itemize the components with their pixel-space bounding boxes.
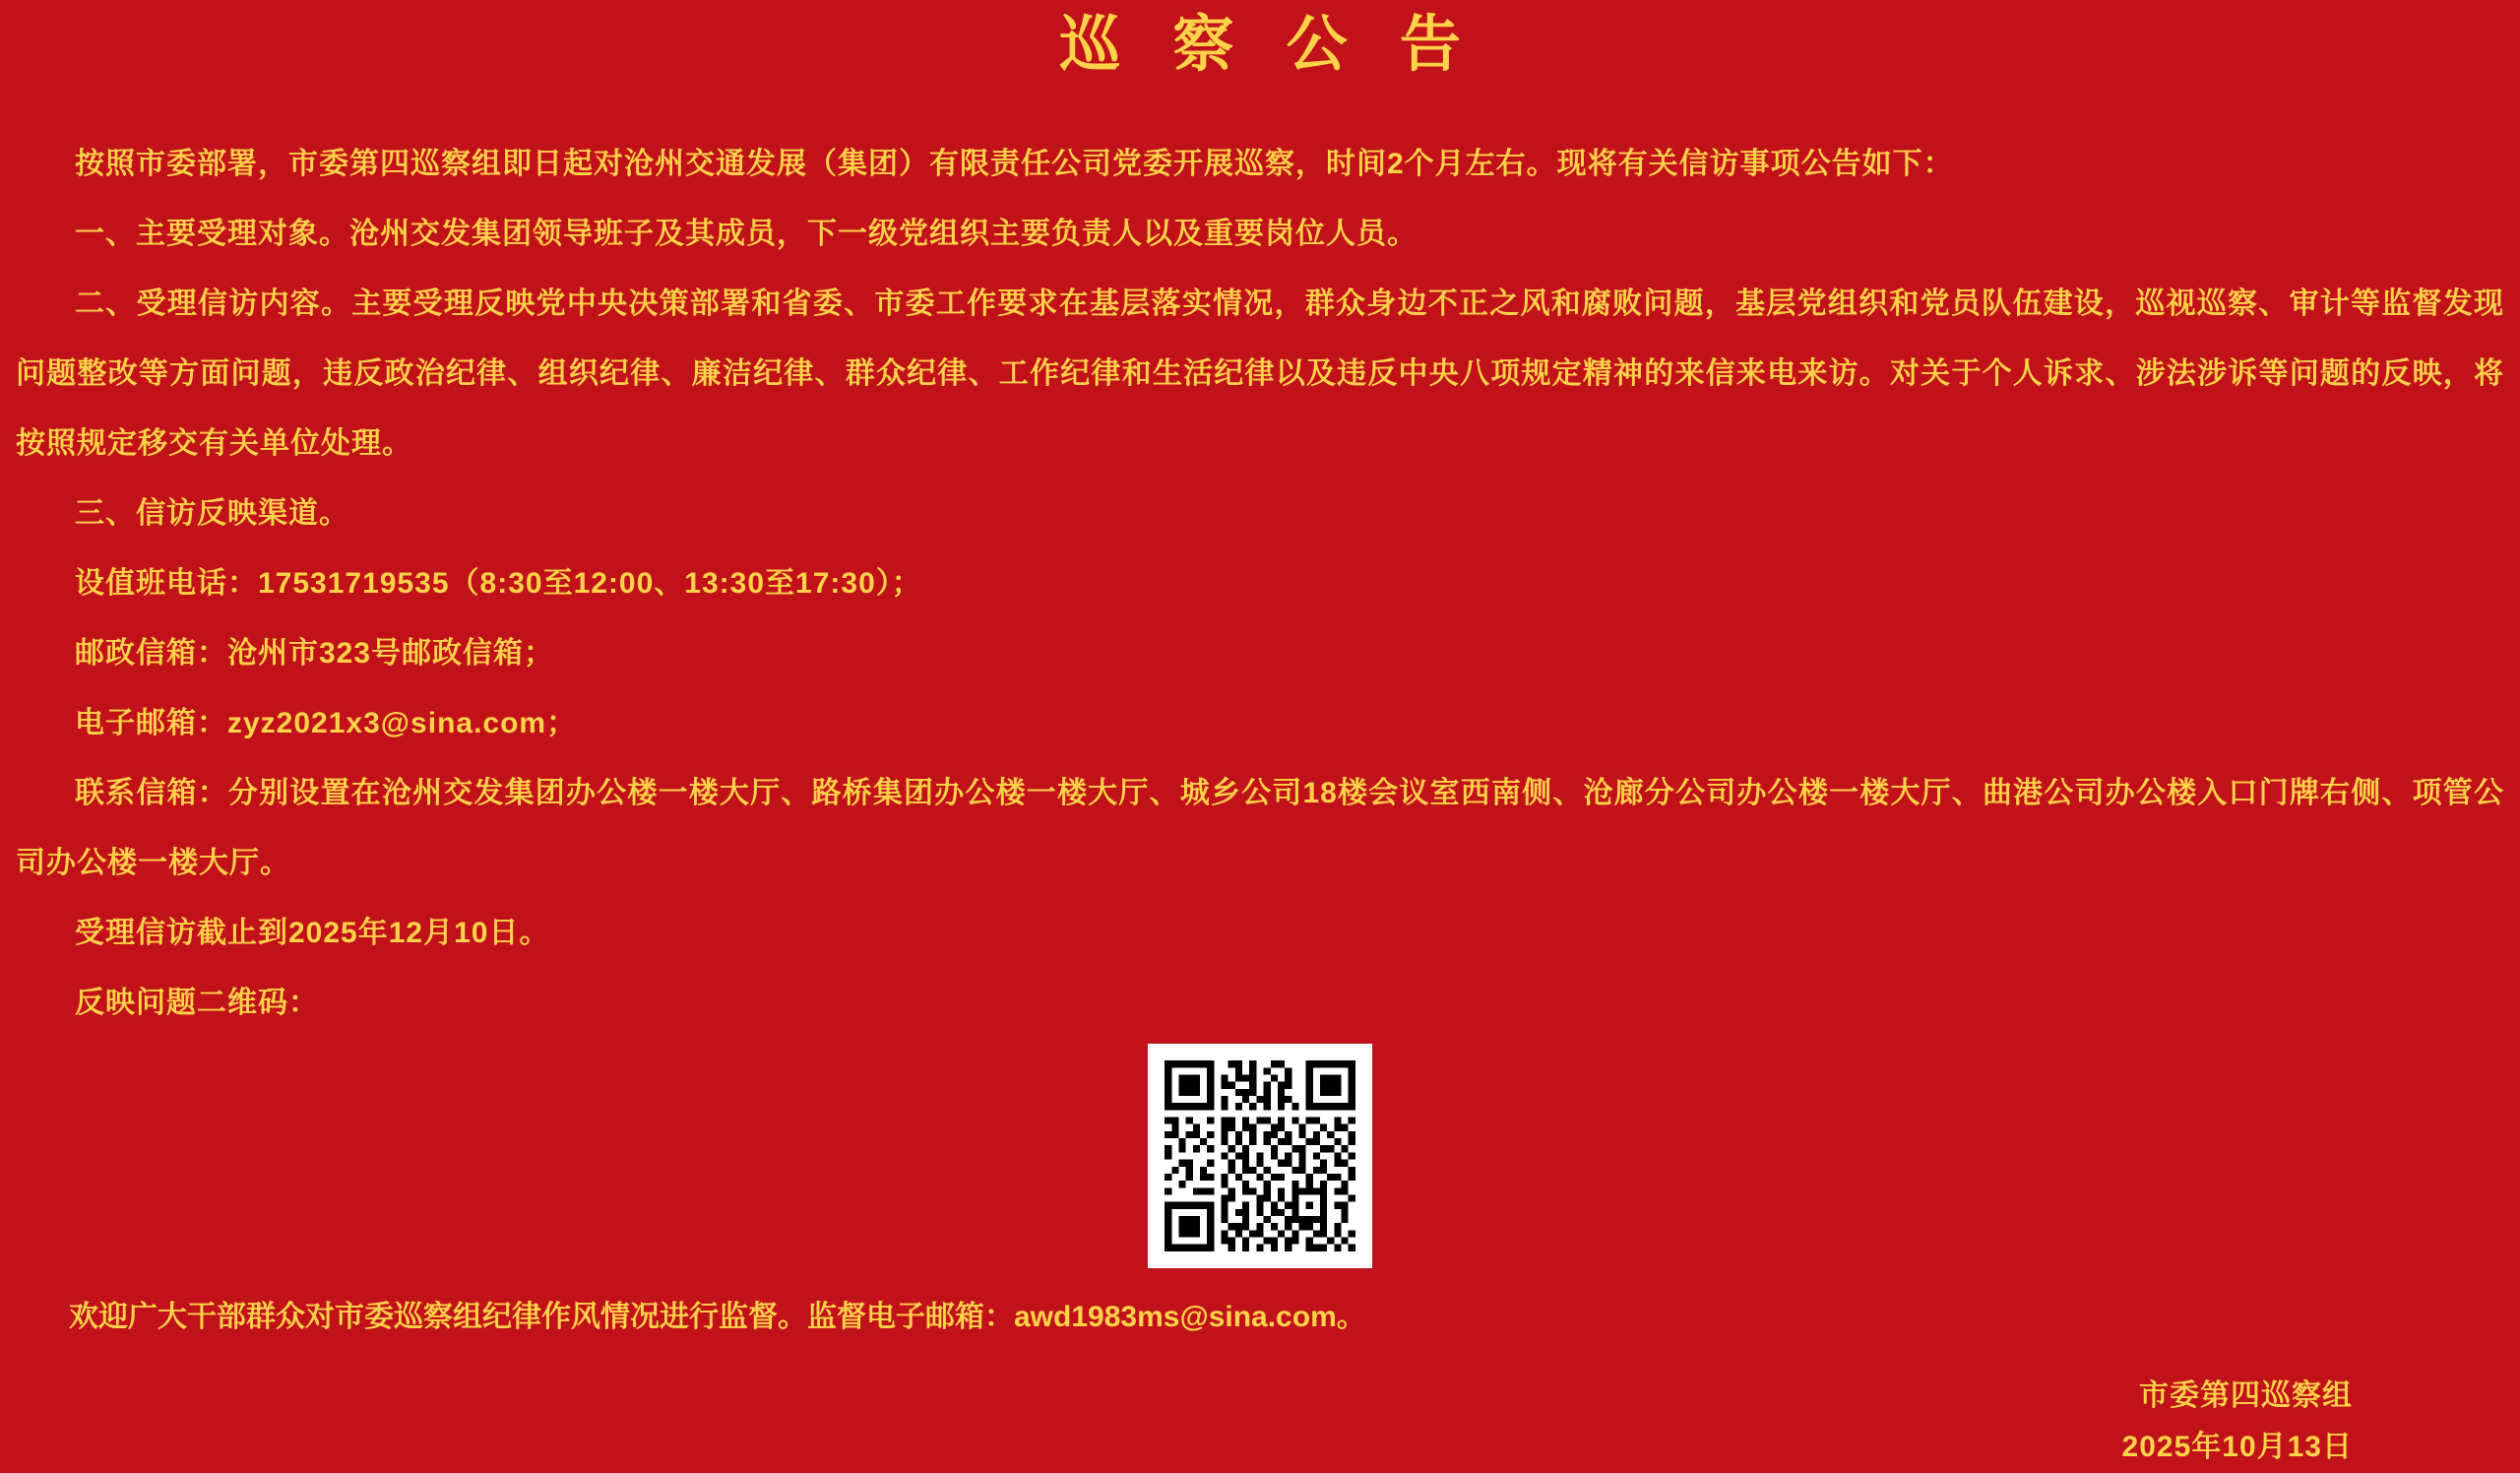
paragraph-letter-boxes: 联系信箱：分别设置在沧州交发集团办公楼一楼大厅、路桥集团办公楼一楼大厅、城乡公司18楼会议室西南侧、沧廊分公司办公楼一楼大厅、曲港公司办公楼入口门牌右侧、项管公司办公楼一楼大厅。	[16, 776, 2504, 879]
paragraph-section-one: 一、主要受理对象。沧州交发集团领导班子及其成员，下一级党组织主要负责人以及重要岗位人员。	[75, 217, 1418, 250]
paragraph-hotline: 设值班电话：17531719535（8:30至12:00、13:30至17:30）；	[75, 566, 922, 600]
page-title: 巡 察 公 告	[1059, 11, 1479, 79]
paragraph-section-three: 三、信访反映渠道。	[75, 496, 349, 530]
paragraph-section-two: 二、受理信访内容。主要受理反映党中央决策部署和省委、市委工作要求在基层落实情况，群众身边不正之风和腐败问题，基层党组织和党员队伍建设，巡视巡察、审计等监督发现问题整改等方面问题，违反政治纪律、组织纪律、廉洁纪律、群众纪律、工作纪律和生活纪律以及违反中央八项规定精神的来信来电来访。对关于个人诉求、涉法涉诉等问题的反映，将按照规定移交有关单位处理。	[16, 287, 2504, 460]
signature-organization: 市委第四巡察组	[2139, 1378, 2353, 1412]
signature-date: 2025年10月13日	[2121, 1430, 2353, 1463]
feedback-qr-code[interactable]	[1148, 1044, 1372, 1268]
signature-block	[0, 1371, 2520, 1473]
announcement-body	[0, 129, 2520, 1038]
paragraph-intro: 按照市委部署，市委第四巡察组即日起对沧州交通发展（集团）有限责任公司党委开展巡察，时间2个月左右。现将有关信访事项公告如下：	[75, 147, 1954, 180]
paragraph-email: 电子邮箱：zyz2021x3@sina.com；	[75, 706, 578, 739]
qr-code-icon	[1158, 1054, 1362, 1258]
supervision-note: 欢迎广大干部群众对市委巡察组纪律作风情况进行监督。监督电子邮箱：awd1983ms@sina.com。	[69, 1300, 1366, 1333]
paragraph-postal-box: 邮政信箱：沧州市323号邮政信箱；	[75, 636, 555, 670]
paragraph-qr-label: 反映问题二维码：	[75, 986, 319, 1019]
paragraph-deadline: 受理信访截止到2025年12月10日。	[75, 916, 550, 949]
qr-code-block	[0, 1044, 2520, 1268]
